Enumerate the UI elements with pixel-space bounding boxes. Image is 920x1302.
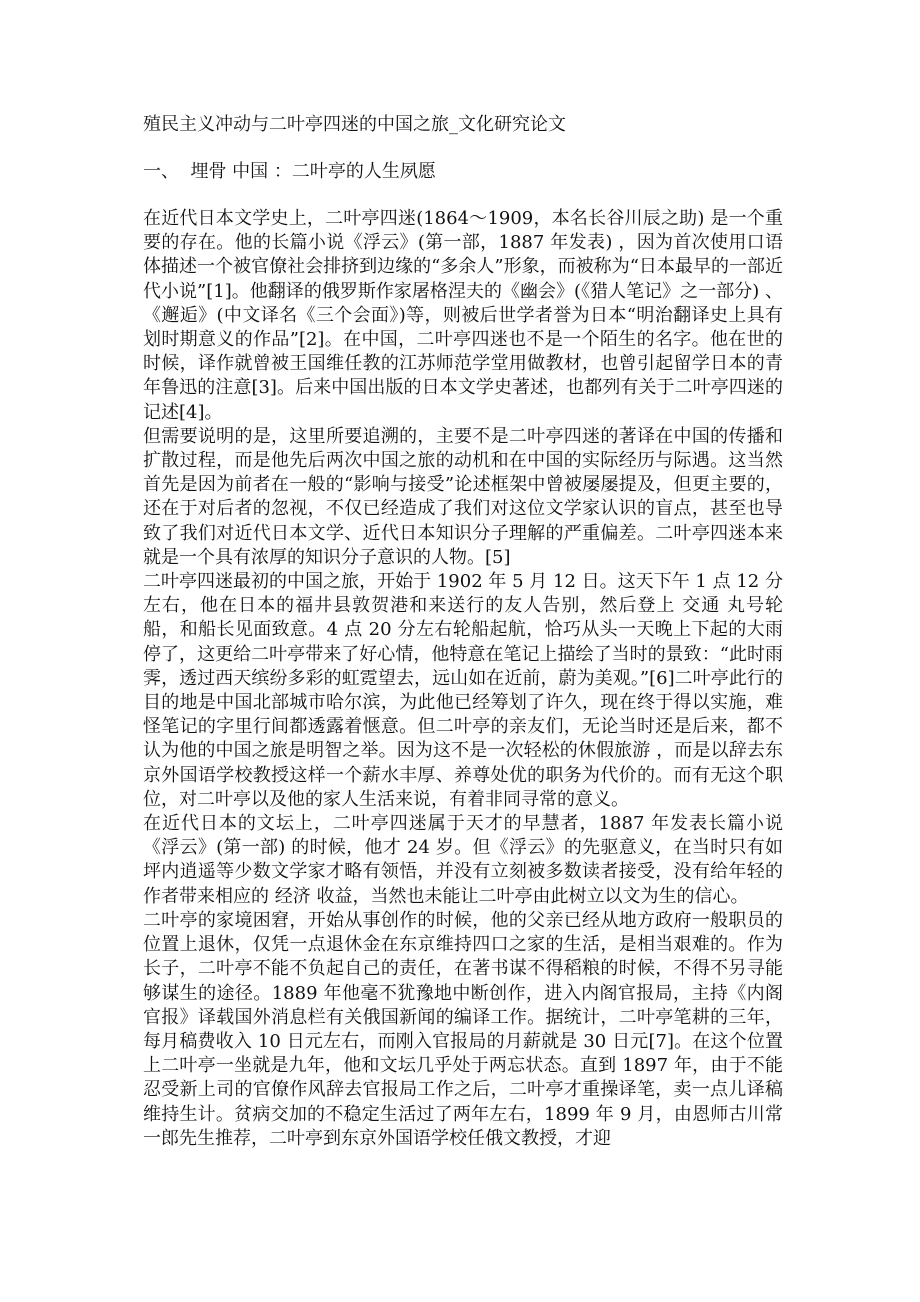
document-title: 殖民主义冲动与二叶亭四迷的中国之旅_文化研究论文 — [143, 114, 566, 135]
paragraph: 在近代日本的文坛上，二叶亭四迷属于天才的早慧者，1887 年发表长篇小说《浮云》(第一部) 的时候，他才 24 岁。但《浮云》的先驱意义，在当时只有如坪内逍遥等少数文学家才略有领悟，并没有立刻被多数读者接受，没有给年轻的作者带来相应的 经济 收益，当然也未能让二叶亭由此树立以文为生的信心。 — [143, 813, 783, 907]
section-heading: 一、 埋骨 中国 ：二叶亭的人生夙愿 — [143, 161, 436, 182]
paragraph: 但需要说明的是，这里所要追溯的，主要不是二叶亭四迷的著译在中国的传播和扩散过程，而是他先后两次中国之旅的动机和在中国的实际经历与际遇。这当然首先是因为前者在一般的“影响与接受”论述框架中曾被屡屡提及，但更主要的，还在于对后者的忽视，不仅已经造成了我们对这位文学家认识的盲点，甚至也导致了我们对近代日本文学、近代日本知识分子理解的严重偏差。二叶亭四迷本来就是一个具有浓厚的知识分子意识的人物。[5] — [143, 425, 783, 568]
paragraph: 二叶亭四迷最初的中国之旅，开始于 1902 年 5 月 12 日。这天下午 1 点 12 分左右，他在日本的福井县敦贺港和来送行的友人告别，然后登上 交通 丸号轮船，和船长见面致意。4 点 20 分左右轮船起航，恰巧从头一天晚上下起的大雨停了，这更给二叶亭带来了好心情，他特意在笔记上描绘了当时的景致：“此时雨霁，透过西天缤纷多彩的虹霓望去，远山如在近前，蔚为美观。”[6]二叶亭此行的目的地是中国北部城市哈尔滨，为此他已经筹划了许久，现在终于得以实施，难怪笔记的字里行间都透露着惬意。但二叶亭的亲友们，无论当时还是后来，都不认为他的中国之旅是明智之举。因为这不是一次轻松的休假旅游 ，而是以辞去东京外国语学校教授这样一个薪水丰厚、养尊处优的职务为代价的。而有无这个职位，对二叶亭以及他的家人生活来说，有着非同寻常的意义。 — [143, 571, 783, 810]
paragraph: 二叶亭的家境困窘，开始从事创作的时候，他的父亲已经从地方政府一般职员的位置上退休，仅凭一点退休金在东京维持四口之家的生活，是相当艰难的。作为长子，二叶亭不能不负起自己的责任，在著书谋不得稻粮的时候，不得不另寻能够谋生的途径。1889 年他毫不犹豫地中断创作，进入内阁官报局，主持《内阁官报》译载国外消息栏有关俄国新闻的编译工作。据统计，二叶亭笔耕的三年，每月稿费收入 10 日元左右，而刚入官报局的月薪就是 30 日元[7]。在这个位置上二叶亭一坐就是九年，他和文坛几乎处于两忘状态。直到 1897 年，由于不能忍受新上司的官僚作风辞去官报局工作之后，二叶亭才重操译笔，卖一点儿译稿维持生计。贫病交加的不稳定生活过了两年左右，1899 年 9 月，由恩师古川常一郎先生推荐，二叶亭到东京外国语学校任俄文教授，才迎 — [143, 909, 783, 1149]
document-body — [143, 207, 783, 1151]
paragraph: 在近代日本文学史上，二叶亭四迷(1864～1909，本名长谷川辰之助) 是一个重要的存在。他的长篇小说《浮云》(第一部，1887 年发表) ，因为首次使用口语体描述一个被官僚社会排挤到边缘的“多余人”形象，而被称为“日本最早的一部近代小说”[1]。他翻译的俄罗斯作家屠格涅夫的《幽会》(《猎人笔记》之一部分) 、《邂逅》(中文译名《三个会面》)等，则被后世学者誉为日本“明治翻译史上具有划时期意义的作品”[2]。在中国，二叶亭四迷也不是一个陌生的名字。他在世的时候，译作就曾被王国维任教的江苏师范学堂用做教材，也曾引起留学日本的青年鲁迅的注意[3]。后来中国出版的日本文学史著述，也都列有关于二叶亭四迷的记述[4]。 — [143, 208, 783, 423]
